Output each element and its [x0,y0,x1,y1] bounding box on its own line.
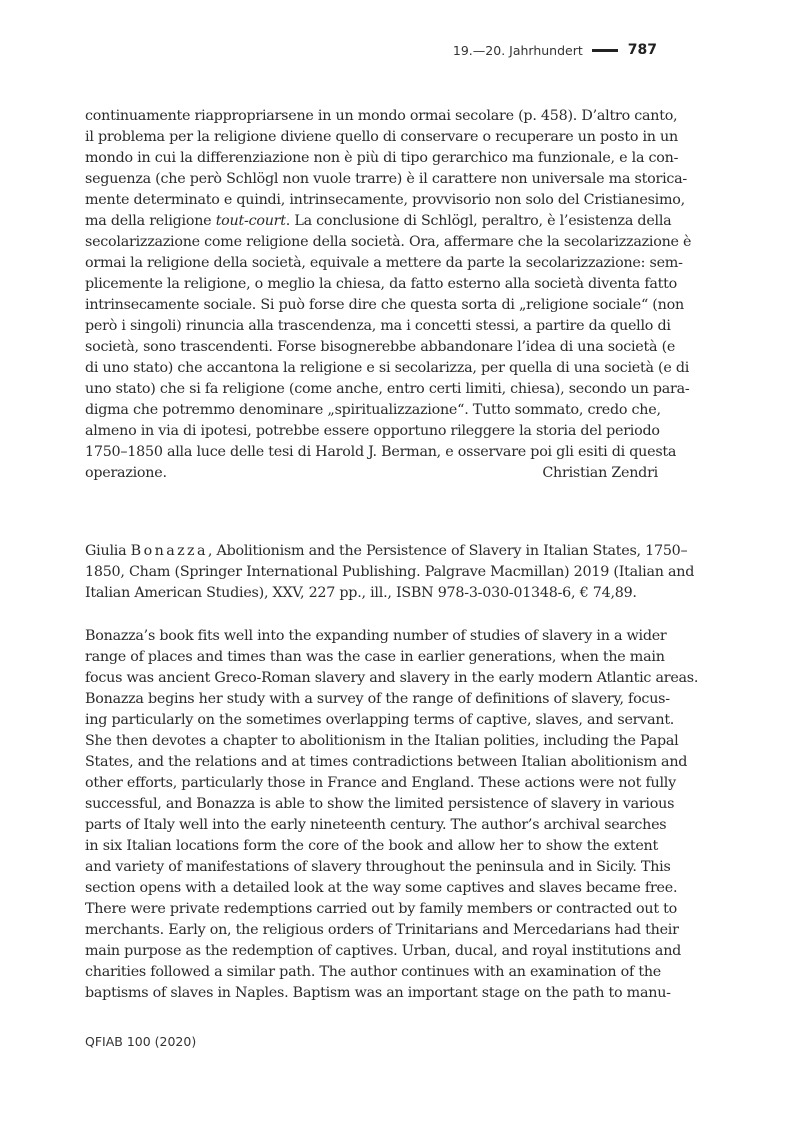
text-line: Bonazza’s book fits well into the expanding number of studies of slavery in a wider [85,628,667,644]
text-line: Bonazza begins her study with a survey of the range of definitions of slavery, focus- [85,691,670,707]
text-line: There were private redemptions carried out by family members or contracted out to [85,901,678,917]
header-rule [592,49,618,52]
italic-term: tout-court [215,213,286,229]
journal-footer: QFIAB 100 (2020) [85,1034,197,1049]
running-head [453,42,657,58]
citation-line [85,541,688,562]
closing-line [85,463,658,484]
text-line: il problema per la religione diviene quello di conservare o recuperare un posto in un [85,129,678,145]
review-italian [85,106,692,484]
text-line: 1750–1850 alla luce delle tesi di Harold J. Berman, e osservare poi gli esiti di questa [85,444,677,460]
text-segment: ma della religione [85,213,216,229]
text-line: seguenza (che però Schlögl non vuole trarre) è il carattere non universale ma storica- [85,171,687,187]
text-line: range of places and times than was the case in earlier generations, when the main [85,649,665,665]
text-line [85,211,672,232]
text-line: main purpose as the redemption of captives. Urban, ducal, and royal institutions and [85,943,682,959]
text-line: uno stato) che si fa religione (come anche, entro certi limiti, chiesa), secondo un para- [85,381,690,397]
section-title: 19.—20. Jahrhundert [452,42,583,58]
text-line: in six Italian locations form the core of the book and allow her to show the extent [85,838,658,854]
text-line: charities followed a similar path. The author continues with an examination of the [85,964,661,980]
text-line: States, and the relations and at times contradictions between Italian abolitionism and [85,754,688,770]
text-line: successful, and Bonazza is able to show the limited persistence of slavery in various [85,796,675,812]
reviewer-name: Christian Zendri [542,465,658,481]
text-segment: . La conclusione di Schlögl, peraltro, è l’esistenza della [285,213,672,229]
text-line: digma che potremmo denominare „spiritualizzazione“. Tutto sommato, credo che, [85,402,661,418]
text-line: operazione. [85,465,167,481]
text-line: continuamente riappropriarsene in un mondo ormai secolare (p. 458). D’altro canto, [85,108,678,124]
text-line: and variety of manifestations of slavery throughout the peninsula and in Sicily. This [85,859,671,875]
text-line: secolarizzazione come religione della società. Ora, affermare che la secolarizzazione è [85,234,692,250]
author-first-name: Giulia [85,543,131,559]
text-line: merchants. Early on, the religious orders of Trinitarians and Mercedarians had their [85,922,679,938]
text-line: però i singoli) rinuncia alla trascendenza, ma i concetti stessi, a partire da quello di [85,318,671,334]
text-line: almeno in via di ipotesi, potrebbe essere opportuno rileggere la storia del periodo [85,423,660,439]
text-line: plicemente la religione, o meglio la chiesa, da fatto esterno alla società diventa fatto [85,276,677,292]
text-line: other efforts, particularly those in France and England. These actions were not fully [85,775,676,791]
citation-title: , Abolitionism and the Persistence of Slavery in Italian States, 1750– [207,543,688,559]
text-line: mondo in cui la differenziazione non è più di tipo gerarchico ma funzionale, e la con- [85,150,679,166]
text-line: mente determinato e quindi, intrinsecamente, provvisorio non solo del Cristianesimo, [85,192,685,208]
text-line: focus was ancient Greco-Roman slavery and slavery in the early modern Atlantic areas. [85,670,699,686]
author-last-name: Bonazza [130,543,208,559]
page-number: 787 [627,42,657,58]
text-line: parts of Italy well into the early nineteenth century. The author’s archival searches [85,817,667,833]
review-english [85,626,699,1004]
text-line: ing particularly on the sometimes overlapping terms of captive, slaves, and servant. [85,712,675,728]
text-line: intrinsecamente sociale. Si può forse dire che questa sorta di „religione sociale“ (non [85,297,684,313]
citation-line: Italian American Studies), XXV, 227 pp., ill., ISBN 978-3-030-01348-6, € 74,89. [85,585,637,601]
bibliographic-citation [85,541,695,604]
text-line: di uno stato) che accantona la religione e si secolarizza, per quella di una società (e di [85,360,690,376]
citation-line: 1850, Cham (Springer International Publishing. Palgrave Macmillan) 2019 (Italian and [85,564,695,580]
text-line: She then devotes a chapter to abolitionism in the Italian polities, including the Papal [85,733,679,749]
text-line: società, sono trascendenti. Forse bisognerebbe abbandonare l’idea di una società (e [85,339,676,355]
text-line: baptisms of slaves in Naples. Baptism was an important stage on the path to manu- [85,985,671,1001]
text-line: section opens with a detailed look at the way some captives and slaves became free. [85,880,678,896]
text-line: ormai la religione della società, equivale a mettere da parte la secolarizzazione: sem- [85,255,683,271]
